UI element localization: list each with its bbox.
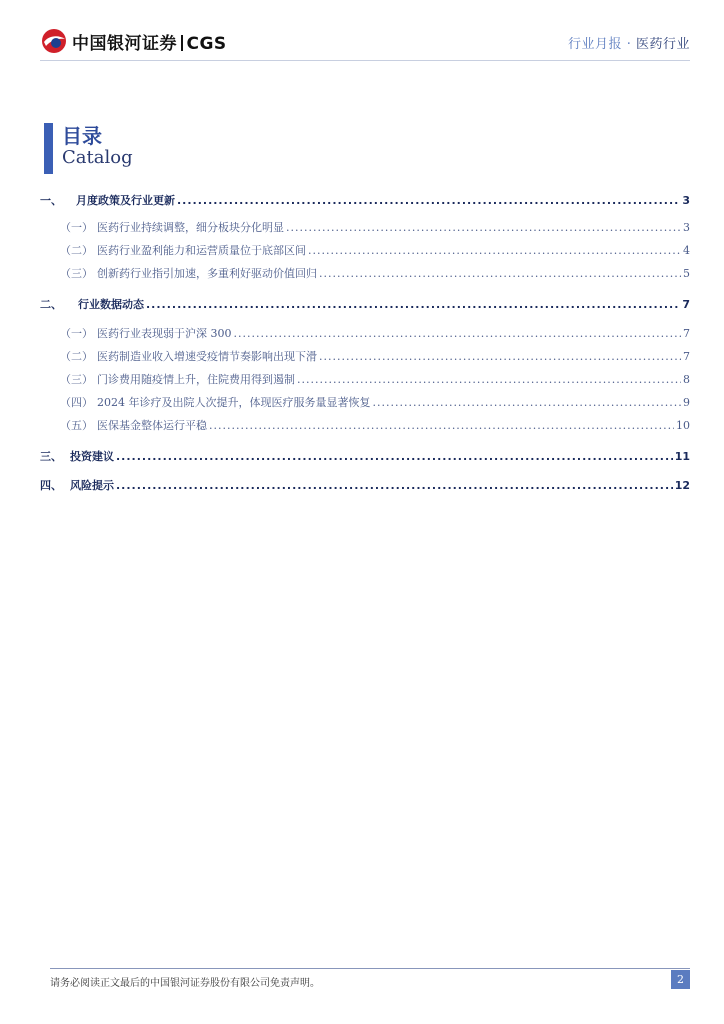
toc-entry[interactable]: （一） 医药行业持续调整，细分板块分化明显 ..... 3 <box>40 219 690 237</box>
toc-entry[interactable]: （二） 医药行业盈利能力和运营质量位于底部区间 ..... 4 <box>40 242 690 260</box>
footer-divider <box>50 968 690 969</box>
toc-entry[interactable]: 四、 风险提示 ..... 12 <box>40 477 690 495</box>
toc-entry[interactable]: （一） 医药行业表现弱于沪深 300 ..... 7 <box>40 325 690 343</box>
logo-name: 中国银河证券 CGS <box>72 33 227 54</box>
footer-disclaimer: 请务必阅读正文最后的中国银河证券股份有限公司免责声明。 <box>50 978 320 989</box>
page-header <box>0 0 724 70</box>
galaxy-logo-icon <box>40 27 68 55</box>
toc-entry[interactable]: （四） 2024 年诊疗及出院人次提升，体现医疗服务量显著恢复 ..... 9 <box>40 394 690 412</box>
catalog-accent-bar <box>44 123 53 174</box>
report-type: 行业月报 <box>568 37 623 52</box>
header-divider <box>40 60 690 61</box>
catalog-title-en: Catalog <box>62 147 133 168</box>
toc-entry[interactable]: 二、 行业数据动态 ..... 7 <box>40 296 690 314</box>
header-separator: · <box>626 37 632 52</box>
toc-entry[interactable]: （三） 门诊费用随疫情上升，住院费用得到遏制 ..... 8 <box>40 371 690 389</box>
page-number-badge: 2 <box>671 970 690 989</box>
catalog-title-cn: 目录 <box>62 124 102 148</box>
company-logo <box>40 27 227 55</box>
toc-entry[interactable]: （三） 创新药行业指引加速，多重利好驱动价值回归 ..... 5 <box>40 265 690 283</box>
report-category <box>568 33 690 52</box>
industry-name: 医药行业 <box>635 37 690 52</box>
toc-entry[interactable]: （二） 医药制造业收入增速受疫情节奏影响出现下滑 ..... 7 <box>40 348 690 366</box>
toc-entry[interactable]: （五） 医保基金整体运行平稳 ..... 10 <box>40 417 690 435</box>
toc-entry[interactable]: 一、 月度政策及行业更新 ..... 3 <box>40 192 690 210</box>
toc-entry[interactable]: 三、 投资建议 ..... 11 <box>40 448 690 466</box>
logo-brand: CGS <box>186 33 227 54</box>
